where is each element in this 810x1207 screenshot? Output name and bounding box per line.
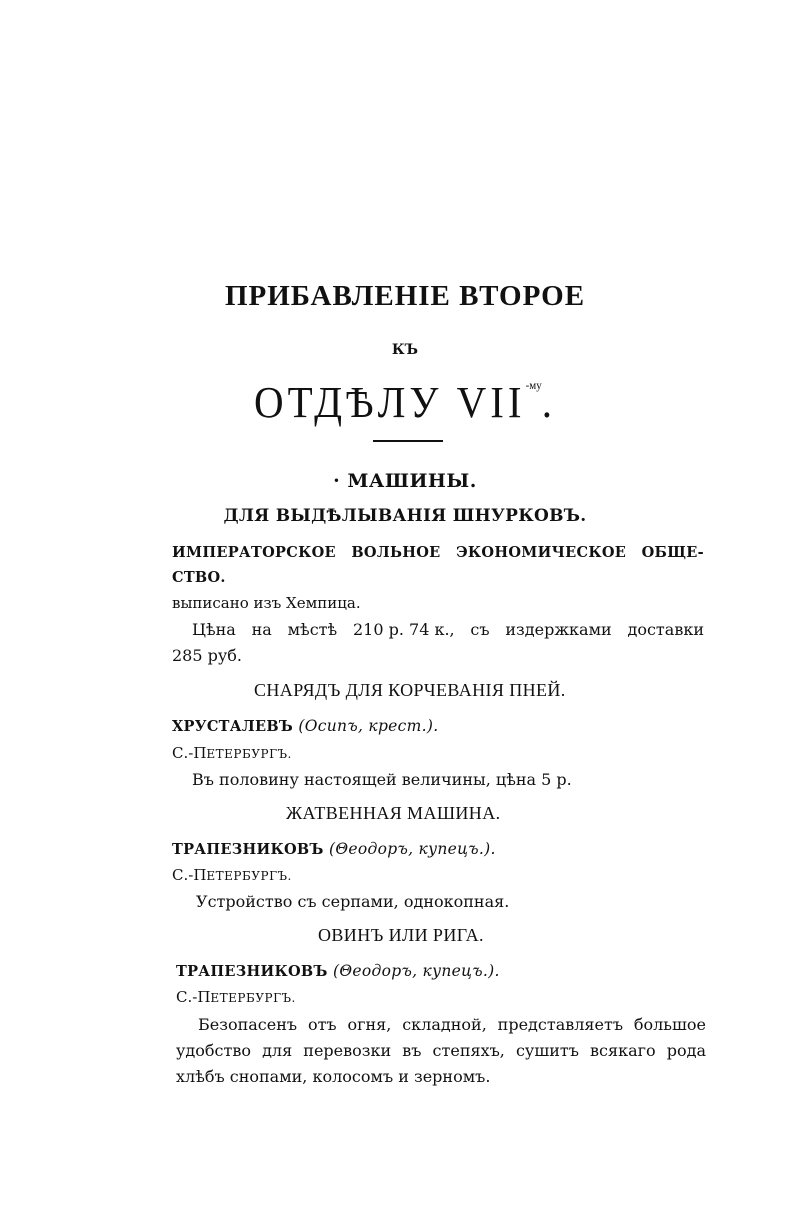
entry-1-desc-word: мѣстѣ	[287, 620, 338, 639]
entry-1-desc-word: доставки	[627, 620, 704, 639]
entry-3-city-initial: С.-П	[172, 866, 207, 884]
entry-1-name-line-1	[172, 544, 704, 561]
entry-4-desc-word: рода	[666, 1041, 706, 1060]
entry-4-desc-word: складной,	[402, 1015, 487, 1034]
entry-4-city-initial: С.-П	[176, 988, 211, 1006]
entry-1-heading: ДЛЯ ВЫДѢЛЫВАНІЯ ШНУРКОВЪ.	[223, 506, 587, 526]
entry-3-name-note: (Θеодоръ, купецъ.).	[329, 840, 496, 858]
entry-1-desc-word: Цѣна	[192, 620, 236, 639]
entry-4-desc-word: степяхъ,	[432, 1041, 505, 1060]
entry-3-description: Устройство съ серпами, однокопная.	[196, 892, 510, 911]
entry-3-heading: ЖАТВЕННАЯ МАШИНА.	[286, 803, 501, 823]
entry-4-name-text: ТРАПЕЗНИКОВЪ	[176, 963, 328, 980]
entry-4-desc-word: въ	[402, 1041, 422, 1060]
entry-2-name-note: (Осипъ, крест.).	[298, 717, 439, 735]
entry-4-desc-word: огня,	[347, 1015, 392, 1034]
entry-4-desc-word: всякаго	[590, 1041, 656, 1060]
entry-4-city	[176, 988, 296, 1006]
entry-1-place: выписано изъ Хемпица.	[172, 594, 361, 612]
page-title: ПРИБАВЛЕНІЕ ВТОРОЕ	[224, 280, 586, 312]
entry-2-name-text: ХРУСТАЛЕВЪ	[172, 718, 294, 735]
entry-1-name-word: ЭКОНОМИЧЕСКОЕ	[456, 544, 627, 561]
entry-2-description: Въ половину настоящей величины, цѣна 5 р.	[192, 770, 572, 789]
entry-4-desc-word: удобство	[176, 1041, 251, 1060]
entry-1-desc-word: 210 р. 74 к.,	[352, 620, 455, 639]
entry-1-name-line-2: СТВО.	[172, 569, 226, 586]
entry-1-description-line-2: 285 руб.	[172, 646, 242, 665]
entry-2-city-initial: С.-П	[172, 744, 207, 762]
entry-2-city	[172, 744, 292, 762]
entry-4-city-rest: ЕТЕРБУРГЪ.	[210, 991, 296, 1005]
entry-4-desc-word: отъ	[307, 1015, 337, 1034]
entry-3-name	[172, 840, 496, 858]
entry-4-desc-word: перевозки	[303, 1041, 392, 1060]
entry-1-desc-word: съ	[470, 620, 490, 639]
entry-2-name	[172, 717, 438, 735]
entry-3-name-text: ТРАПЕЗНИКОВЪ	[172, 841, 324, 858]
entry-3-city-rest: ЕТЕРБУРГЪ.	[206, 869, 292, 883]
entry-4-name	[176, 962, 500, 980]
entry-1-name-word: ОБЩЕ-	[641, 544, 704, 561]
entry-1-desc-word: издержками	[505, 620, 612, 639]
section-heading-suffix: -му	[525, 379, 542, 393]
section-heading-period: .	[541, 377, 556, 427]
entry-1-description-line-1	[192, 620, 704, 639]
entry-4-desc-word: сушитъ	[515, 1041, 579, 1060]
section-heading-text: ОТДѢЛУ VII	[254, 377, 526, 427]
section-heading	[0, 376, 810, 428]
entry-2-heading: СНАРЯДЪ ДЛЯ КОРЧЕВАНІЯ ПНЕЙ.	[254, 680, 566, 700]
entry-4-heading: ОВИНЪ ИЛИ РИГА.	[318, 925, 484, 945]
entry-1-name-word: ИМПЕРАТОРСКОЕ	[172, 544, 336, 561]
entry-4-desc-word: представляетъ	[497, 1015, 623, 1034]
title-preposition: КЪ	[391, 342, 419, 358]
entry-4-desc-word: Безопасенъ	[198, 1015, 298, 1034]
entry-1-name-word: ВОЛЬНОЕ	[351, 544, 441, 561]
entry-4-description-line-3: хлѣбъ снопами, колосомъ и зерномъ.	[176, 1067, 491, 1086]
entry-4-desc-word: большое	[633, 1015, 706, 1034]
entry-4-description-line-1	[198, 1015, 706, 1034]
entry-4-name-note: (Θеодоръ, купецъ.).	[333, 962, 500, 980]
title-rule	[373, 440, 443, 442]
entry-1-desc-word: на	[251, 620, 272, 639]
entry-4-desc-word: для	[262, 1041, 293, 1060]
category-heading: · МАШИНЫ.	[333, 470, 477, 492]
entry-3-city	[172, 866, 292, 884]
entry-2-city-rest: ЕТЕРБУРГЪ.	[206, 747, 292, 761]
entry-4-description-line-2	[176, 1041, 706, 1060]
